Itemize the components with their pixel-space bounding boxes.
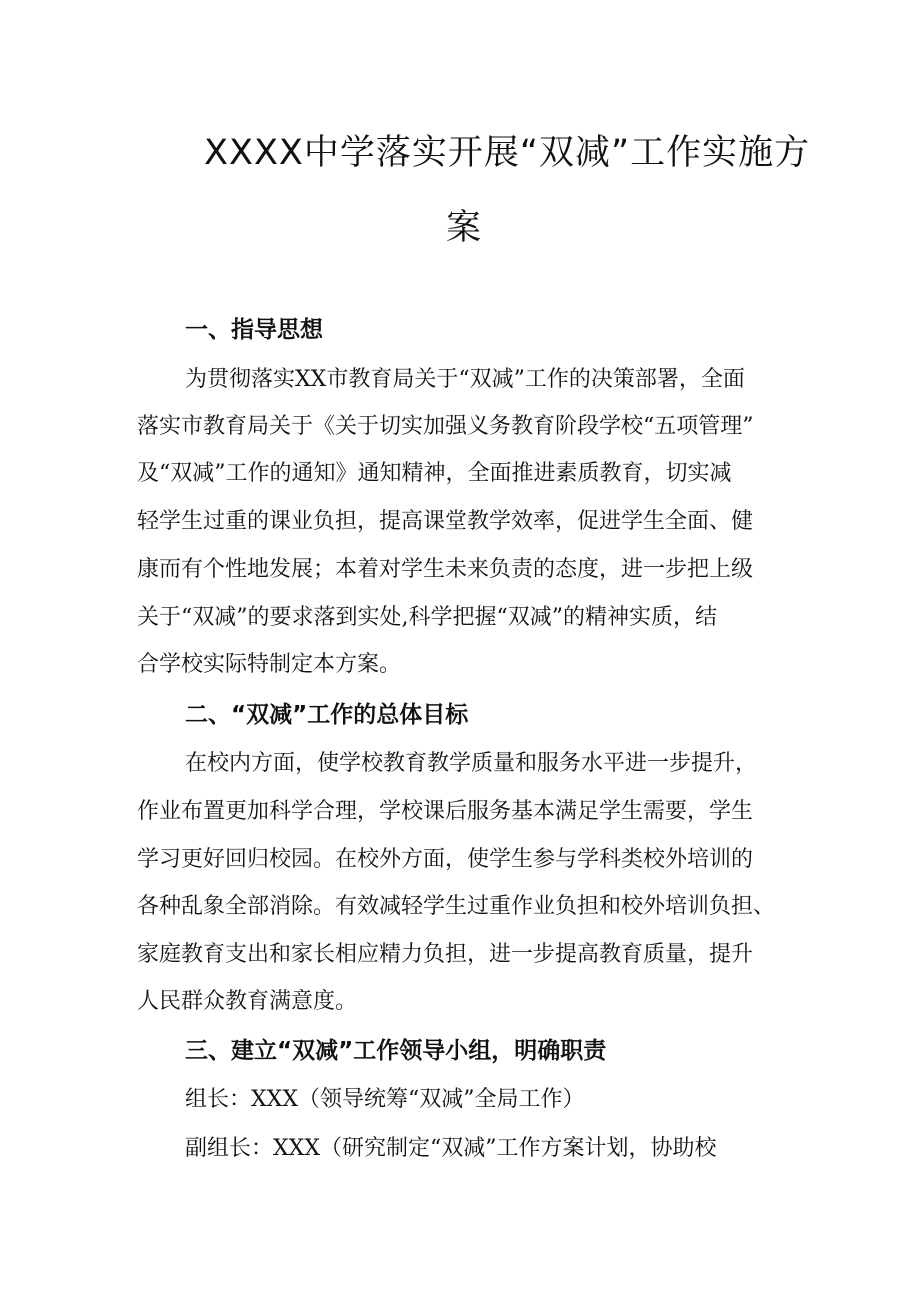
paragraph-line: 各种乱象全部消除。有效减轻学生过重作业负担和校外培训负担、 (137, 894, 776, 919)
paragraph-line: 在校内方面，使学校教育教学质量和服务水平进一步提升， (185, 751, 758, 776)
section-heading-guiding-ideology: 一、指导思想 (185, 317, 323, 343)
paragraph-line: 关于“双减”的要求落到实处,科学把握“双减”的精神实质，结 (137, 605, 717, 630)
paragraph-line: 轻学生过重的课业负担，提高课堂教学效率，促进学生全面、健 (137, 509, 754, 534)
paragraph-line: 为贯彻落实XX市教育局关于“双减”工作的决策部署，全面 (185, 367, 745, 392)
paragraph-line: 学习更好回归校园。在校外方面，使学生参与学科类校外培训的 (137, 847, 754, 872)
paragraph-line: 副组长：XXX（研究制定“双减”工作方案计划，协助校 (185, 1136, 717, 1161)
paragraph-line: 组长：XXX（领导统筹“双减”全局工作） (185, 1087, 585, 1112)
paragraph-line: 家庭教育支出和家长相应精力负担，进一步提高教育质量，提升 (137, 942, 754, 967)
paragraph-line: 落实市教育局关于《关于切实加强义务教育阶段学校“五项管理” (137, 414, 754, 439)
paragraph-line: 作业布置更加科学合理，学校课后服务基本满足学生需要，学生 (137, 799, 754, 824)
document-title-line-1: XXXX中学落实开展“双减”工作实施方 (204, 133, 811, 173)
paragraph-line: 人民群众教育满意度。 (137, 989, 358, 1014)
paragraph-line: 合学校实际特制定本方案。 (137, 652, 402, 677)
section-heading-leadership-group: 三、建立“双减”工作领导小组，明确职责 (185, 1038, 607, 1064)
document-title-line-2: 案 (446, 208, 483, 248)
paragraph-line: 康而有个性地发展；本着对学生未来负责的态度，进一步把上级 (137, 557, 754, 582)
paragraph-line: 及“双减”工作的通知》通知精神，全面推进素质教育，切实减 (137, 461, 732, 486)
section-heading-overall-goals: 二、“双减”工作的总体目标 (185, 702, 469, 728)
